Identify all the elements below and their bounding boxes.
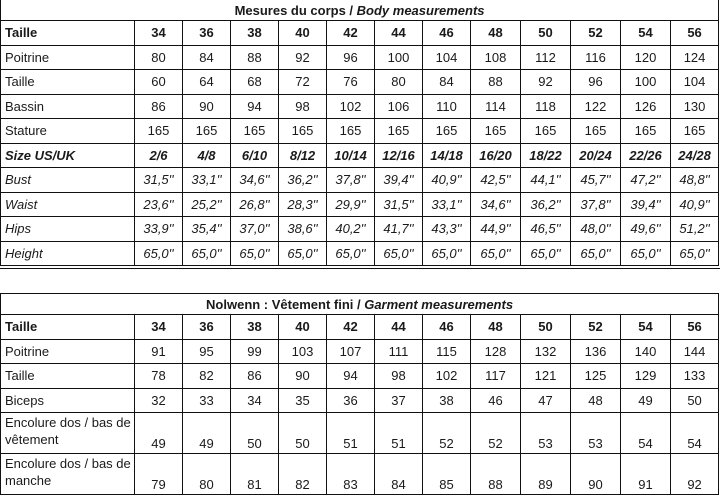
table-cell: 49,6'' — [621, 217, 671, 242]
table-cell: 85 — [423, 454, 471, 495]
table-cell: 115 — [423, 339, 471, 364]
table-cell: 99 — [231, 339, 279, 364]
table-cell: 60 — [135, 70, 183, 95]
table-cell: 112 — [521, 45, 571, 70]
table-cell: 31,5'' — [375, 192, 423, 217]
table-cell: 140 — [621, 339, 671, 364]
table-cell: 50 — [671, 388, 719, 413]
table-cell: 38 — [231, 21, 279, 46]
table-cell: 53 — [571, 413, 621, 454]
table-cell: 165 — [279, 119, 327, 144]
table-cell: 48,0'' — [571, 217, 621, 242]
table-cell: 42 — [327, 315, 375, 340]
table-cell: 34,6'' — [231, 168, 279, 193]
table-cell: 39,4'' — [375, 168, 423, 193]
table-cell: 165 — [327, 119, 375, 144]
table-row — [1, 241, 719, 266]
table-cell: 25,2'' — [183, 192, 231, 217]
table-cell: 165 — [183, 119, 231, 144]
table-cell: 37,8'' — [327, 168, 375, 193]
table-cell: 65,0'' — [183, 241, 231, 266]
table-cell: 49 — [135, 413, 183, 454]
table-cell: 65,0'' — [671, 241, 719, 266]
row-label: Poitrine — [1, 339, 135, 364]
table-cell: 90 — [279, 364, 327, 389]
table-cell: 4/8 — [183, 143, 231, 168]
table-cell: 124 — [671, 45, 719, 70]
table-cell: 90 — [183, 94, 231, 119]
table-cell: 116 — [571, 45, 621, 70]
table-row — [1, 94, 719, 119]
table-cell: 82 — [279, 454, 327, 495]
table-cell: 23,6'' — [135, 192, 183, 217]
table-cell: 52 — [571, 315, 621, 340]
table-cell: 26,8'' — [231, 192, 279, 217]
table-cell: 90 — [571, 454, 621, 495]
table-cell: 49 — [183, 413, 231, 454]
table-cell: 100 — [375, 45, 423, 70]
table-cell: 40,2'' — [327, 217, 375, 242]
table-cell: 165 — [571, 119, 621, 144]
table-cell: 95 — [183, 339, 231, 364]
table-cell: 76 — [327, 70, 375, 95]
table-cell: 54 — [621, 413, 671, 454]
table-cell: 46,5'' — [521, 217, 571, 242]
table-cell: 104 — [671, 70, 719, 95]
table-cell: 165 — [521, 119, 571, 144]
table-cell: 98 — [375, 364, 423, 389]
table-cell: 80 — [183, 454, 231, 495]
table-cell: 96 — [571, 70, 621, 95]
table-cell: 34 — [135, 315, 183, 340]
table-cell: 96 — [327, 45, 375, 70]
row-label: Waist — [1, 192, 135, 217]
table-cell: 32 — [135, 388, 183, 413]
table-cell: 33 — [183, 388, 231, 413]
table-cell: 165 — [135, 119, 183, 144]
table-cell: 65,0'' — [621, 241, 671, 266]
table-cell: 122 — [571, 94, 621, 119]
table-cell: 31,5'' — [135, 168, 183, 193]
row-label: Taille — [1, 21, 135, 46]
table-row — [1, 454, 719, 495]
table-cell: 89 — [521, 454, 571, 495]
table-cell: 24/28 — [671, 143, 719, 168]
row-label: Size US/UK — [1, 143, 135, 168]
table-cell: 36 — [183, 315, 231, 340]
table-cell: 39,4'' — [621, 192, 671, 217]
table-cell: 36 — [327, 388, 375, 413]
table-cell: 88 — [471, 454, 521, 495]
table-cell: 165 — [375, 119, 423, 144]
row-label: Stature — [1, 119, 135, 144]
table-cell: 107 — [327, 339, 375, 364]
row-label: Taille — [1, 315, 135, 340]
table-cell: 44 — [375, 315, 423, 340]
table-cell: 165 — [231, 119, 279, 144]
table-cell: 111 — [375, 339, 423, 364]
table-cell: 78 — [135, 364, 183, 389]
table-cell: 165 — [671, 119, 719, 144]
table-cell: 120 — [621, 45, 671, 70]
row-label: Taille — [1, 70, 135, 95]
table-cell: 65,0'' — [521, 241, 571, 266]
table-cell: 100 — [621, 70, 671, 95]
row-label: Taille — [1, 364, 135, 389]
table-cell: 118 — [521, 94, 571, 119]
table-cell: 126 — [621, 94, 671, 119]
table-cell: 81 — [231, 454, 279, 495]
row-label: Hips — [1, 217, 135, 242]
table-cell: 132 — [521, 339, 571, 364]
table-cell: 12/16 — [375, 143, 423, 168]
table-cell: 98 — [279, 94, 327, 119]
table-cell: 34 — [231, 388, 279, 413]
table-cell: 56 — [671, 315, 719, 340]
table-cell: 84 — [375, 454, 423, 495]
table-spacer — [0, 268, 720, 294]
row-label: Bassin — [1, 94, 135, 119]
table-cell: 42,5'' — [471, 168, 521, 193]
table-cell: 92 — [521, 70, 571, 95]
table-row — [1, 315, 719, 340]
table-row — [1, 339, 719, 364]
table-cell: 51 — [375, 413, 423, 454]
table-cell: 121 — [521, 364, 571, 389]
table-title-row — [1, 0, 719, 21]
table-row — [1, 168, 719, 193]
table-cell: 110 — [423, 94, 471, 119]
table-cell: 84 — [423, 70, 471, 95]
table-cell: 36 — [183, 21, 231, 46]
table-cell: 40 — [279, 315, 327, 340]
table-cell: 165 — [621, 119, 671, 144]
table-cell: 40 — [279, 21, 327, 46]
table-cell: 52 — [471, 413, 521, 454]
table-cell: 94 — [327, 364, 375, 389]
table-cell: 86 — [135, 94, 183, 119]
table-cell: 65,0'' — [571, 241, 621, 266]
table-cell: 65,0'' — [327, 241, 375, 266]
table-cell: 34,6'' — [471, 192, 521, 217]
table-cell: 94 — [231, 94, 279, 119]
table-cell: 92 — [279, 45, 327, 70]
table-cell: 103 — [279, 339, 327, 364]
table-cell: 35 — [279, 388, 327, 413]
table-cell: 41,7'' — [375, 217, 423, 242]
table-cell: 54 — [621, 21, 671, 46]
table-cell: 33,1'' — [423, 192, 471, 217]
table-cell: 68 — [231, 70, 279, 95]
table-cell: 53 — [521, 413, 571, 454]
table-cell: 165 — [423, 119, 471, 144]
table-cell: 16/20 — [471, 143, 521, 168]
title-english: Body measurements — [356, 2, 485, 18]
table-cell: 46 — [423, 21, 471, 46]
table-cell: 47 — [521, 388, 571, 413]
table-cell: 136 — [571, 339, 621, 364]
table-cell: 91 — [135, 339, 183, 364]
table-cell: 86 — [231, 364, 279, 389]
table-cell: 52 — [423, 413, 471, 454]
table-cell: 40,9'' — [423, 168, 471, 193]
table-cell: 92 — [671, 454, 719, 495]
table-cell: 48,8'' — [671, 168, 719, 193]
table-cell: 65,0'' — [375, 241, 423, 266]
table-cell: 47,2'' — [621, 168, 671, 193]
table-cell: 128 — [471, 339, 521, 364]
table-cell: 108 — [471, 45, 521, 70]
table-cell: 20/24 — [571, 143, 621, 168]
table-cell: 106 — [375, 94, 423, 119]
table-cell: 37 — [375, 388, 423, 413]
table-row — [1, 119, 719, 144]
table-cell: 36,2'' — [521, 192, 571, 217]
table-row — [1, 143, 719, 168]
table-cell: 43,3'' — [423, 217, 471, 242]
table-cell: 114 — [471, 94, 521, 119]
table-cell: 64 — [183, 70, 231, 95]
table-cell: 44 — [375, 21, 423, 46]
table-cell: 56 — [671, 21, 719, 46]
table-cell: 35,4'' — [183, 217, 231, 242]
row-label: Height — [1, 241, 135, 266]
table-title-row — [1, 294, 719, 315]
table-cell: 125 — [571, 364, 621, 389]
table-cell: 80 — [375, 70, 423, 95]
table-row — [1, 45, 719, 70]
table-cell: 144 — [671, 339, 719, 364]
table-cell: 42 — [327, 21, 375, 46]
table-cell: 22/26 — [621, 143, 671, 168]
table-cell: 54 — [671, 413, 719, 454]
table-cell: 82 — [183, 364, 231, 389]
table-cell: 37,8'' — [571, 192, 621, 217]
table-cell: 84 — [183, 45, 231, 70]
row-label: Encolure dos / bas de manche — [1, 454, 135, 495]
garment-measurements-table — [0, 293, 719, 495]
table-row — [1, 192, 719, 217]
table-cell: 51 — [327, 413, 375, 454]
table-cell: 65,0'' — [231, 241, 279, 266]
table-cell: 79 — [135, 454, 183, 495]
table-cell: 28,3'' — [279, 192, 327, 217]
table-cell: 2/6 — [135, 143, 183, 168]
table-cell: 52 — [571, 21, 621, 46]
table-cell: 38 — [423, 388, 471, 413]
table-cell: 65,0'' — [471, 241, 521, 266]
row-label: Bust — [1, 168, 135, 193]
table-cell: 34 — [135, 21, 183, 46]
row-label: Biceps — [1, 388, 135, 413]
table-cell: 33,1'' — [183, 168, 231, 193]
title-english: Garment measurements — [364, 296, 514, 312]
table-cell: 36,2'' — [279, 168, 327, 193]
table-row — [1, 217, 719, 242]
table-cell: 104 — [423, 45, 471, 70]
title-french: Nolwenn : Vêtement fini / — [206, 296, 365, 312]
table-cell: 46 — [423, 315, 471, 340]
table-cell: 102 — [423, 364, 471, 389]
table-cell: 65,0'' — [135, 241, 183, 266]
table-cell: 50 — [231, 413, 279, 454]
table-cell: 117 — [471, 364, 521, 389]
table-cell: 91 — [621, 454, 671, 495]
table-cell: 37,0'' — [231, 217, 279, 242]
table-cell: 48 — [471, 315, 521, 340]
table-cell: 51,2'' — [671, 217, 719, 242]
table-cell: 38 — [231, 315, 279, 340]
table-cell: 44,9'' — [471, 217, 521, 242]
table-cell: 48 — [471, 21, 521, 46]
title-french: Mesures du corps / — [234, 2, 357, 18]
table-cell: 29,9'' — [327, 192, 375, 217]
table-cell: 40,9'' — [671, 192, 719, 217]
table-cell: 50 — [279, 413, 327, 454]
table-row — [1, 70, 719, 95]
table-cell: 54 — [621, 315, 671, 340]
table-cell: 48 — [571, 388, 621, 413]
table-cell: 102 — [327, 94, 375, 119]
table-cell: 65,0'' — [423, 241, 471, 266]
table-cell: 10/14 — [327, 143, 375, 168]
table-cell: 72 — [279, 70, 327, 95]
table-cell: 46 — [471, 388, 521, 413]
table-row — [1, 413, 719, 454]
table-cell: 83 — [327, 454, 375, 495]
table-cell: 18/22 — [521, 143, 571, 168]
row-label: Poitrine — [1, 45, 135, 70]
table-cell: 50 — [521, 315, 571, 340]
table-cell: 65,0'' — [279, 241, 327, 266]
table-cell: 14/18 — [423, 143, 471, 168]
table-row — [1, 364, 719, 389]
row-label: Encolure dos / bas de vêtement — [1, 413, 135, 454]
table-cell: 45,7'' — [571, 168, 621, 193]
table-cell: 44,1'' — [521, 168, 571, 193]
table-cell: 130 — [671, 94, 719, 119]
table-cell: 88 — [471, 70, 521, 95]
table-cell: 33,9'' — [135, 217, 183, 242]
table-cell: 80 — [135, 45, 183, 70]
table-cell: 88 — [231, 45, 279, 70]
table-cell: 8/12 — [279, 143, 327, 168]
table-title — [1, 0, 719, 21]
table-row — [1, 21, 719, 46]
table-cell: 129 — [621, 364, 671, 389]
table-cell: 6/10 — [231, 143, 279, 168]
table-cell: 50 — [521, 21, 571, 46]
table-cell: 133 — [671, 364, 719, 389]
table-title — [1, 294, 719, 315]
table-cell: 38,6'' — [279, 217, 327, 242]
table-cell: 49 — [621, 388, 671, 413]
table-cell: 165 — [471, 119, 521, 144]
table-row — [1, 388, 719, 413]
